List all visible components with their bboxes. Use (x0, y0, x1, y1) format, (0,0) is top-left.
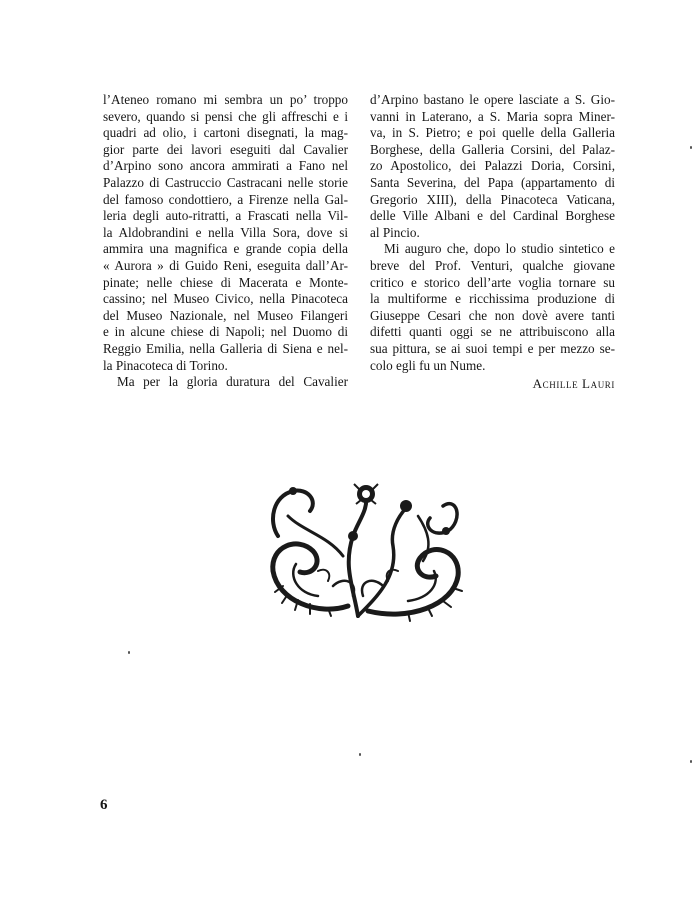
text-line: vanni in Laterano, a S. Maria sopra Miner- (370, 108, 615, 124)
text-line: cassino; nel Museo Civico, nella Pinacoteca (103, 291, 348, 307)
text-line: al Pincio. (370, 224, 420, 240)
text-line: delle Ville Albani e del Cardinal Borghese (370, 208, 615, 224)
text-line: « Aurora » di Guido Reni, eseguita dall’Ar- (103, 257, 348, 273)
text-line: del Museo Nazionale, nel Museo Filangeri (103, 307, 348, 323)
text-line: sua pittura, se ai suoi tempi e per mezzo se- (370, 340, 615, 356)
paper-speck (128, 651, 130, 654)
text-line: breve del Prof. Venturi, qualche giovane (370, 257, 615, 273)
text-line: la multiforme e ricchissima produzione di (370, 291, 615, 307)
text-line: difetti quanti oggi se ne attribuiscono alla (370, 324, 615, 340)
text-line: Reggio Emilia, nella Galleria di Siena e nel- (103, 340, 348, 356)
text-line: severo, quando si pensi che gli affreschi e i (103, 108, 348, 124)
text-line: quadri ad olio, i cartoni disegnati, la mag- (103, 125, 348, 141)
paper-speck (690, 760, 692, 763)
text-line: pinate; nelle chiese di Macerata e Monte- (103, 274, 348, 290)
text-line: la Pinacoteca di Torino. (103, 357, 228, 373)
paper-speck (359, 753, 361, 756)
text-line: critico e storico dell’arte voglia tornare su (370, 274, 615, 290)
text-line: zo Apostolico, dei Palazzi Doria, Corsini, (370, 158, 615, 174)
floral-ornament-icon (258, 476, 468, 626)
text-line: d’Arpino sono ancora ammirati a Fano nel (103, 158, 348, 174)
text-line: Mi auguro che, dopo lo studio sintetico e (384, 241, 615, 257)
text-line: colo egli fu un Nume. (370, 357, 486, 373)
text-line: Gregorio XIII), della Pinacoteca Vaticana, (370, 191, 615, 207)
page-number: 6 (100, 797, 108, 813)
text-line: ammira una magnifica e grande copia della (103, 241, 348, 257)
text-line: la Aldobrandini e nella Villa Sora, dove si (103, 224, 348, 240)
text-line: e in alcune chiese di Napoli; nel Duomo di (103, 324, 348, 340)
text-line: gior parte dei lavori eseguiti dal Cavalier (103, 141, 348, 157)
text-line: l’Ateneo romano mi sembra un po’ troppo (103, 92, 348, 107)
author-signature: Achille Lauri (532, 376, 615, 392)
text-line: Santa Severina, del Papa (appartamento di (370, 174, 615, 190)
text-line: d’Arpino bastano le opere lasciate a S. Gio- (370, 92, 615, 107)
text-line: Giuseppe Cesari che non dovè avere tanti (370, 307, 615, 323)
text-line: Borghese, della Galleria Corsini, del Palaz- (370, 141, 615, 157)
text-line: del famoso condottiero, a Firenze nella Gal- (103, 191, 348, 207)
paper-speck (690, 146, 692, 149)
text-line: Palazzo di Castruccio Castracani nelle storie (103, 174, 348, 190)
right-column (370, 92, 615, 393)
left-column (103, 92, 348, 391)
text-line: Ma per la gloria duratura del Cavalier (117, 374, 348, 390)
text-line: va, in S. Pietro; e poi quelle della Galleria (370, 125, 615, 141)
text-line: leria degli auto-ritratti, a Frascati nella Vil- (103, 208, 348, 224)
